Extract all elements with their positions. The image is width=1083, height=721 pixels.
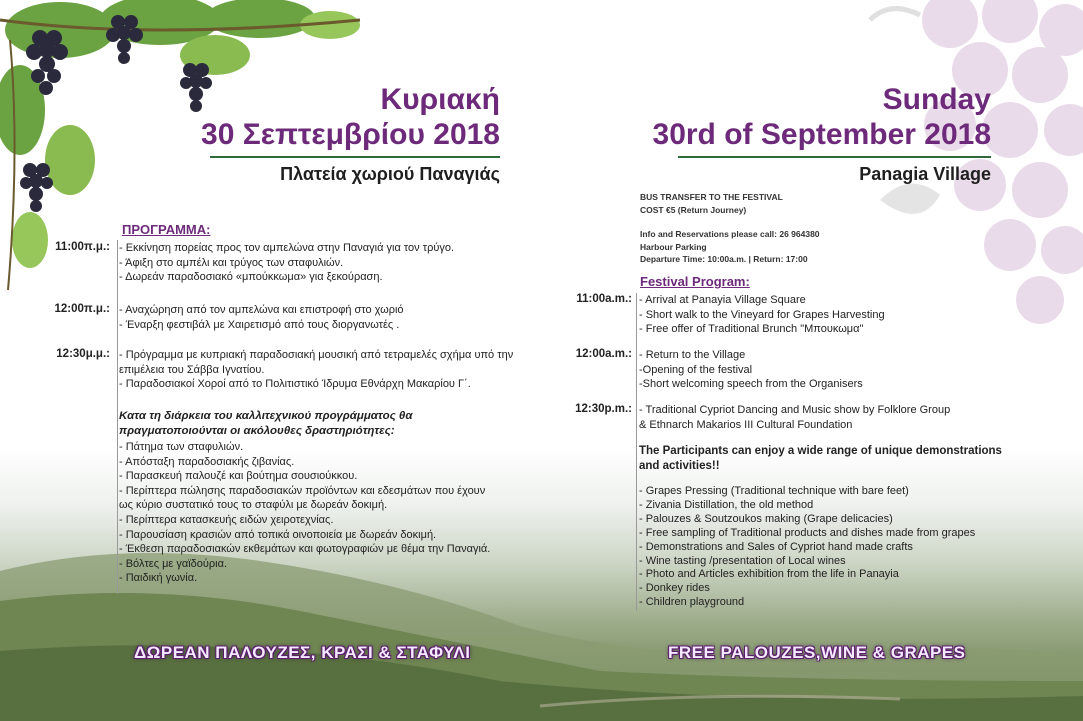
- note-line: and activities!!: [639, 460, 720, 472]
- list-item: - Short walk to the Vineyard for Grapes Harvesting: [639, 308, 885, 321]
- greek-day-title: Κυριακή: [380, 83, 500, 116]
- list-item: - Έναρξη φεστιβάλ με Χαιρετισμό από τους διοργανωτές .: [119, 318, 400, 331]
- list-item: - Εκκίνηση πορείας προς τον αμπελώνα στην Παναγιά για τον τρύγο.: [119, 242, 455, 254]
- note-line: The Participants can enjoy a wide range of unique demonstrations: [639, 445, 1002, 457]
- greek-title-rule: [210, 156, 500, 158]
- english-footer-banner: FREE PALOUZES,WINE & GRAPES: [668, 643, 966, 662]
- english-time-2: 12:00a.m.:: [575, 348, 632, 360]
- list-item: - Άφιξη στο αμπέλι και τρύγος των σταφυλιών.: [119, 256, 344, 269]
- english-title-rule: [678, 156, 991, 158]
- english-block-2: [639, 348, 863, 392]
- greek-time-2: 12:00π.μ.:: [54, 303, 110, 315]
- list-item: - Photo and Articles exhibition from the life in Panayia: [639, 568, 899, 581]
- english-divider: [636, 293, 637, 611]
- list-item: - Arrival at Panayia Village Square: [639, 294, 806, 306]
- greek-divider: [117, 240, 118, 594]
- list-item: - Grapes Pressing (Traditional technique with bare feet): [639, 485, 909, 497]
- bus-line: COST €5 (Return Journey): [640, 204, 747, 215]
- list-item: & Ethnarch Makarios III Cultural Foundation: [639, 418, 853, 431]
- english-place: Panagia Village: [859, 164, 991, 184]
- list-item: - Return to the Village: [639, 349, 746, 361]
- greek-footer-banner: ΔΩΡΕΑΝ ΠΑΛΟΥΖΕΣ, ΚΡΑΣΙ & ΣΤΑΦΥΛΙ: [134, 643, 471, 662]
- list-item: - Παρασκευή παλουζέ και βούτημα σουσιούκκου.: [119, 470, 358, 483]
- list-item: -Short welcoming speech from the Organisers: [639, 378, 863, 391]
- list-item: - Palouzes & Soutzoukos making (Grape delicacies): [639, 512, 893, 525]
- bus-line: Departure Time: 10:00a.m. | Return: 17:00: [640, 254, 808, 265]
- bus-line: Harbour Parking: [640, 241, 707, 252]
- list-item: - Demonstrations and Sales of Cypriot hand made crafts: [639, 540, 913, 553]
- greek-date-title: 30 Σεπτεμβρίου 2018: [201, 118, 500, 151]
- list-item: - Βόλτες με γαϊδούρια.: [119, 557, 228, 570]
- greek-time-3: 12:30μ.μ.:: [56, 348, 110, 360]
- list-item: - Παραδοσιακοί Χοροί από το Πολιτιστικό Ίδρυμα Εθνάρχη Μακαρίου Γ΄.: [119, 378, 471, 391]
- english-activities-list: [639, 485, 975, 610]
- list-item: - Πρόγραμμα με κυπριακή παραδοσιακή μουσική από τετραμελές σχήμα υπό την: [119, 349, 514, 361]
- english-day-title: Sunday: [882, 83, 991, 116]
- list-item: - Free sampling of Traditional products and dishes made from grapes: [639, 526, 976, 539]
- english-time-3: 12:30p.m.:: [575, 403, 632, 415]
- english-program-heading: Festival Program:: [640, 274, 750, 289]
- list-item: -Opening of the festival: [639, 363, 753, 376]
- note-line: πραγματοποιούνται οι ακόλουθες δραστηριότητες:: [119, 425, 395, 437]
- greek-activities-note: [119, 409, 412, 439]
- greek-place: Πλατεία χωριού Παναγιάς: [280, 164, 500, 184]
- bus-line: BUS TRANSFER TO THE FESTIVAL: [640, 192, 783, 202]
- list-item: - Αναχώρηση από τον αμπελώνα και επιστροφή στο χωριό: [119, 304, 404, 316]
- english-activities-note: [639, 444, 1002, 474]
- list-item: - Παιδική γωνία.: [119, 572, 198, 585]
- greek-activities-list: [119, 440, 490, 586]
- greek-time-1: 11:00π.μ.:: [55, 241, 110, 253]
- note-line: Κατα τη διάρκεια του καλλιτεχνικού προγράμματος θα: [119, 410, 413, 422]
- list-item: - Wine tasting /presentation of Local wines: [639, 554, 846, 567]
- greek-block-1: [119, 241, 454, 285]
- greek-block-3: [119, 348, 513, 392]
- bus-line: Info and Reservations please call: 26 964380: [640, 229, 820, 240]
- list-item: - Donkey rides: [639, 582, 710, 595]
- english-time-1: 11:00a.m.:: [576, 293, 632, 305]
- list-item: - Traditional Cypriot Dancing and Music show by Folklore Group: [639, 404, 951, 416]
- list-item: - Περίπτερα πώλησης παραδοσιακών προϊόντων και εδεσμάτων που έχουν: [119, 484, 486, 497]
- english-block-1: [639, 293, 885, 337]
- list-item: - Πάτημα των σταφυλιών.: [119, 441, 244, 453]
- list-item: - Free offer of Traditional Brunch "Μπουκωμα": [639, 323, 864, 336]
- list-item: - Zivania Distillation, the old method: [639, 498, 814, 511]
- list-item: ως κύριο συστατικό τους το σταφύλι με δωρεάν δοκιμή.: [119, 499, 388, 512]
- list-item: - Έκθεση παραδοσιακών εκθεμάτων και φωτογραφιών με θέμα την Παναγιά.: [119, 543, 491, 556]
- bus-transfer-info: [640, 191, 820, 266]
- list-item: - Περίπτερα κατασκευής ειδών χειροτεχνίας.: [119, 513, 334, 526]
- list-item: επιμέλεια του Σάββα Ιγνατίου.: [119, 363, 265, 376]
- list-item: - Απόσταξη παραδοσιακής ζιβανίας.: [119, 455, 295, 468]
- english-block-3: [639, 403, 950, 432]
- greek-block-2: [119, 303, 404, 332]
- list-item: - Children playground: [639, 596, 745, 609]
- greek-program-heading: ΠΡΟΓΡΑΜΜΑ:: [122, 222, 211, 237]
- list-item: - Δωρεάν παραδοσιακό «μπούκκωμα» για ξεκούραση.: [119, 271, 383, 284]
- english-date-title: 30rd of September 2018: [652, 118, 991, 151]
- list-item: - Παρουσίαση κρασιών από τοπικά οινοποιεία με δωρεάν δοκιμή.: [119, 528, 437, 541]
